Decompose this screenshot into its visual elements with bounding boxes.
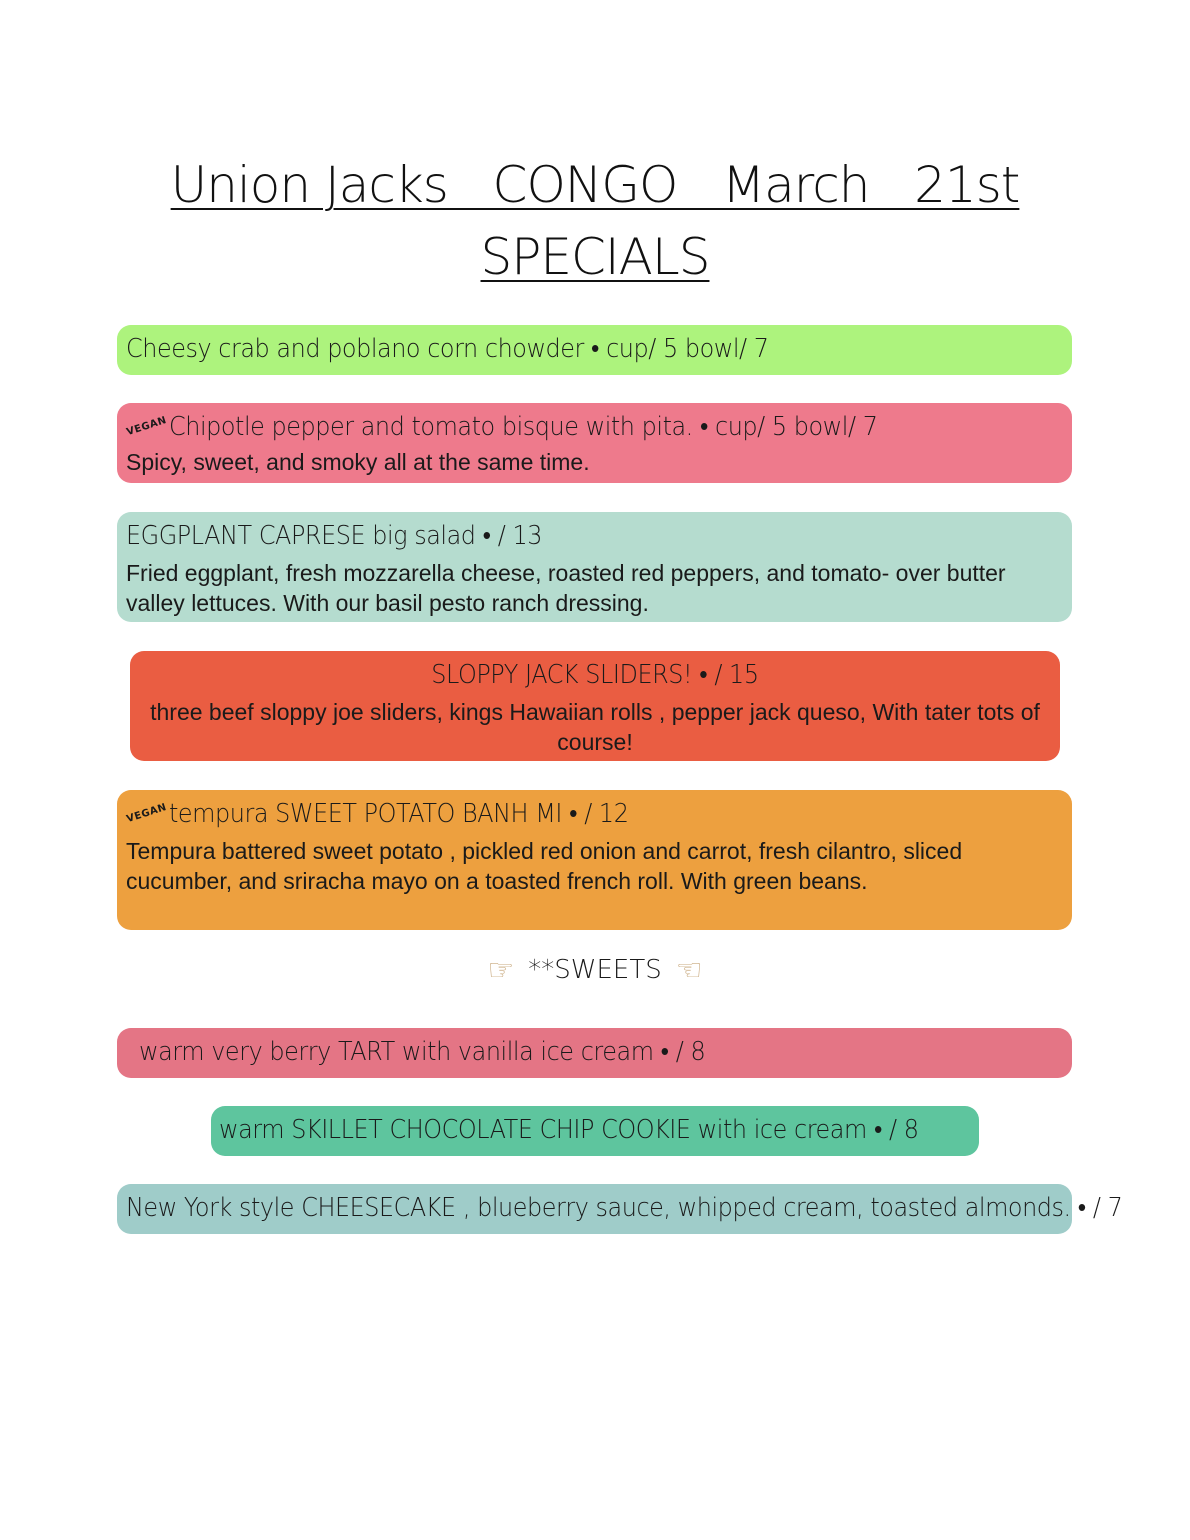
page-title: Union Jacks CONGO March 21st: [170, 156, 1020, 214]
sweet-berry-tart: [117, 1028, 1072, 1078]
item-description: Spicy, sweet, and smoky all at the same time.: [126, 449, 590, 475]
special-banh-mi: [117, 790, 1072, 930]
page-subtitle: SPECIALS: [480, 228, 710, 286]
vegan-badge: VEGAN: [125, 414, 169, 439]
item-heading: Cheesy crab and poblano corn chowder • cup/ 5 bowl/ 7: [126, 334, 769, 364]
item-description: Tempura battered sweet potato , pickled red onion and carrot, fresh cilantro, sliced cucumber, and sriracha mayo on a toasted french roll. With green beans.: [126, 838, 963, 894]
special-sloppy-jack: [130, 651, 1060, 761]
sweet-skillet-cookie: [211, 1106, 979, 1156]
item-heading: tempura SWEET POTATO BANH MI • / 12: [169, 799, 629, 829]
item-description: Fried eggplant, fresh mozzarella cheese, roasted red peppers, and tomato- over butter valley lettuces. With our basil pesto ranch dressing.: [126, 560, 1006, 616]
item-description: three beef sloppy joe sliders, kings Hawaiian rolls , pepper jack queso, With tater tots of course!: [150, 699, 1040, 755]
item-heading: SLOPPY JACK SLIDERS! • / 15: [431, 660, 759, 690]
item-heading: warm very berry TART with vanilla ice cream • / 8: [139, 1037, 706, 1067]
sweet-cheesecake: [117, 1184, 1123, 1234]
vegan-badge: VEGAN: [125, 801, 169, 826]
pointing-hand-right-icon: ☞: [487, 953, 515, 988]
special-bisque: [117, 403, 1072, 483]
sweets-label: **SWEETS: [528, 955, 662, 985]
item-heading: Chipotle pepper and tomato bisque with pita. • cup/ 5 bowl/ 7: [169, 412, 878, 442]
special-chowder: [117, 325, 1072, 375]
pointing-hand-left-icon: ☜: [675, 953, 703, 988]
item-heading: New York style CHEESECAKE , blueberry sauce, whipped cream, toasted almonds. • / 7: [126, 1193, 1123, 1223]
special-eggplant-caprese: [117, 512, 1072, 622]
sweets-header: [0, 953, 1190, 988]
item-heading: EGGPLANT CAPRESE big salad • / 13: [126, 521, 542, 551]
item-heading: warm SKILLET CHOCOLATE CHIP COOKIE with ice cream • / 8: [219, 1115, 919, 1145]
